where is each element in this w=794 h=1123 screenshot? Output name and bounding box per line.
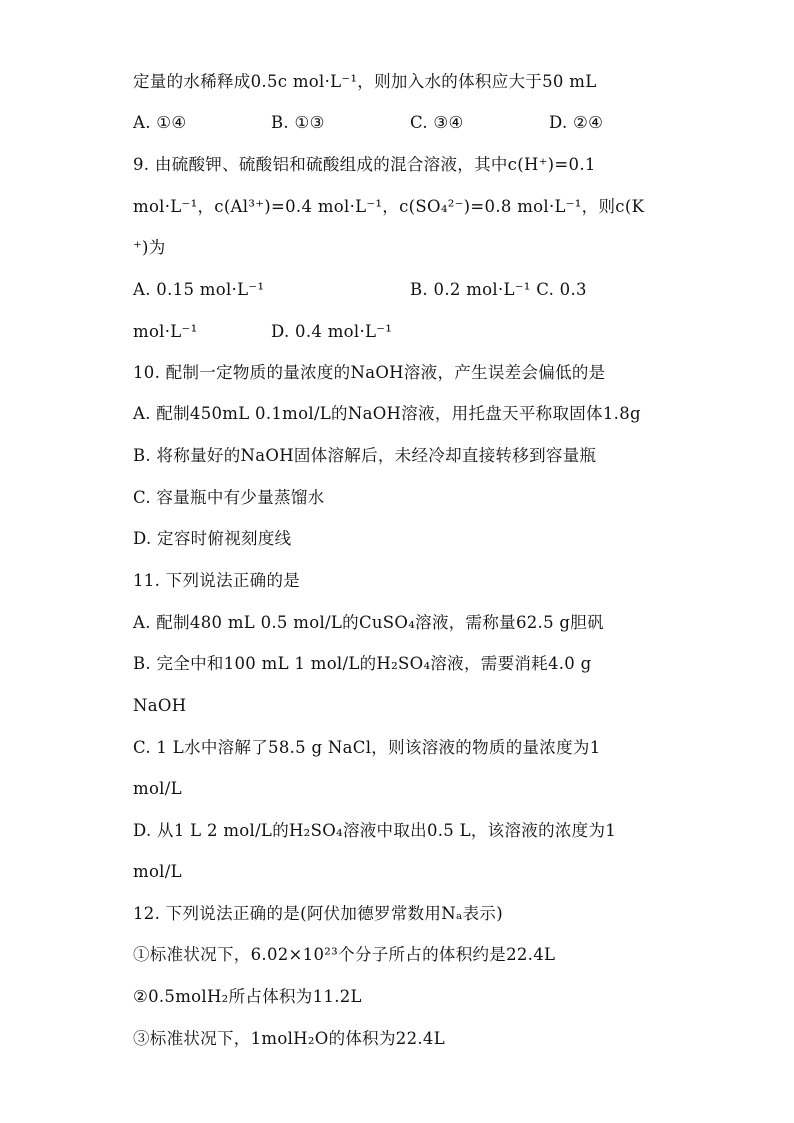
q11-option-d-line-1: D. 从1 L 2 mol/L的H₂SO₄溶液中取出0.5 L，该溶液的浓度为1 [133,821,617,840]
q10-option-d: D. 定容时俯视刻度线 [133,529,292,548]
q8-option-a: A. ①④ [133,113,187,132]
q11-option-b-line-2: NaOH [133,696,187,715]
q10-stem: 10. 配制一定物质的量浓度的NaOH溶液，产生误差会偏低的是 [133,363,606,382]
q11-option-a: A. 配制480 mL 0.5 mol/L的CuSO₄溶液，需称量62.5 g胆矾 [133,613,604,632]
q9-option-d: D. 0.4 mol·L⁻¹ [271,322,393,341]
q9-stem-line-1: 9. 由硫酸钾、硫酸铝和硫酸组成的混合溶液，其中c(H⁺)=0.1 [133,155,596,174]
q11-option-c-line-1: C. 1 L水中溶解了58.5 g NaCl，则该溶液的物质的量浓度为1 [133,738,601,757]
q12-statement-2: ②0.5molH₂所占体积为11.2L [133,987,362,1006]
q8-option-d: D. ②④ [549,113,604,132]
q12-statement-3: ③标准状况下，1molH₂O的体积为22.4L [133,1029,445,1048]
text-line-q8-end: 定量的水稀释成0.5c mol·L⁻¹，则加入水的体积应大于50 mL [133,72,597,91]
q11-stem: 11. 下列说法正确的是 [133,571,301,590]
q11-option-d-line-2: mol/L [133,862,182,881]
q12-statement-1: ①标准状况下，6.02×10²³个分子所占的体积约是22.4L [133,945,556,964]
q9-stem-line-2: mol·L⁻¹，c(Al³⁺)=0.4 mol·L⁻¹，c(SO₄²⁻)=0.8 mol·L⁻¹，则c(K [133,197,645,216]
q10-option-c: C. 容量瓶中有少量蒸馏水 [133,488,325,507]
q10-option-a: A. 配制450mL 0.1mol/L的NaOH溶液，用托盘天平称取固体1.8g [133,404,641,423]
q9-option-c-unit: mol·L⁻¹ [133,322,198,341]
q12-stem: 12. 下列说法正确的是(阿伏加德罗常数用Nₐ表示) [133,904,503,923]
q9-stem-line-3: ⁺)为 [133,238,166,257]
q10-option-b: B. 将称量好的NaOH固体溶解后，未经冷却直接转移到容量瓶 [133,446,597,465]
q8-option-c: C. ③④ [410,113,464,132]
q8-option-b: B. ①③ [271,113,325,132]
q9-option-b-c: B. 0.2 mol·L⁻¹ C. 0.3 [410,280,587,299]
q9-option-a: A. 0.15 mol·L⁻¹ [133,280,265,299]
q11-option-b-line-1: B. 完全中和100 mL 1 mol/L的H₂SO₄溶液，需要消耗4.0 g [133,654,592,673]
q11-option-c-line-2: mol/L [133,779,182,798]
